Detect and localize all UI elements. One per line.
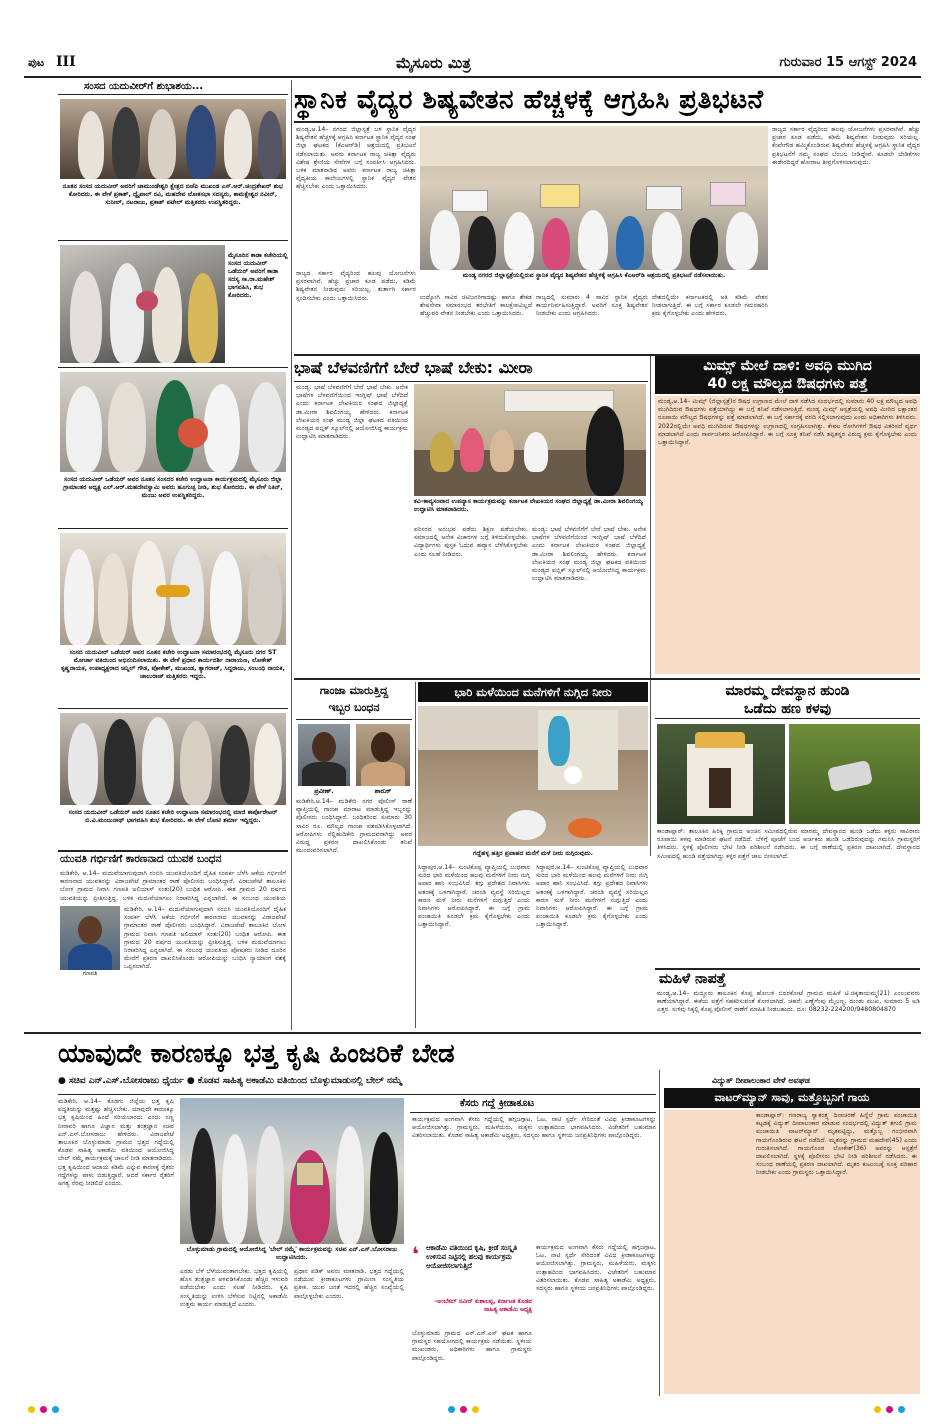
issue-date: ಗುರುವಾರ 15 ಆಗಸ್ಟ್ 2024 bbox=[779, 55, 917, 70]
ganja-accused-photo-1 bbox=[298, 724, 350, 786]
lead-right-text: ರಾಜ್ಯದ ಸರ್ಕಾರ ವೈದ್ಯರಿಂದ ಹಲವು ಯೋಜನೆಗಳು ಪ್ರಸರವಾಗಿವೆ. ಹೆಚ್ಚು ಪ್ರಚಾರ ಕೂಡ ಪಡೆದು, ಕಡಿಮೆ ಶಿಷ್ಯವೇತನ ನೀಡುವುದು ಸರಿಯಲ್ಲ. ಕೆಂಪೇಗೌಡ ಹಮ್ಮಿಕೊಂಡಿರುವ ಶಿಷ್ಯವೇತನ ಹೆಚ್ಚಳಕ್ಕೆ ಆಗ್ರಹಿಸಿ ಸ್ಥಾನಿಕ ವೈದ್ಯರ ಪ್ರತಿಭಟನೆಗೆ ನಮ್ಮ ಸಂಘದ ಬೆಂಬಲ ನೀಡಿದ್ದೇವೆ. ಕೂಡಲೇ ಬೇಡಿಕೆಗಳು ಈಡೇರದಿದ್ದರೆ ಹೋರಾಟ ತೀವ್ರಗೊಳಿಸಲಾಗುವುದು. bbox=[772, 126, 920, 166]
bhatta-quote-author: –ಅಂಬೆಕಲ್ ನವೀನ್ ಕುಶಾಲಪ್ಪ, ಕರ್ನಾಟಕ ಕೊಡವ ಸಾಹಿತ್ಯ ಅಕಾಡೆಮಿ ಅಧ್ಯಕ್ಷ bbox=[434, 1298, 532, 1313]
yuvati-body: ಮಡಿಕೇರಿ, ಆ.14– ಮದುವೆಯಾಗುವುದಾಗಿ ನಂಬಿಸಿ ಯುವತಿಯೊಂದಿಗೆ ದೈಹಿಕ ಸಂಪರ್ಕ ಬೆಳೆಸಿ ಆಕೆಯ ಗರ್ಭಿಣಿಗೆ ಕಾರಣನಾದ ಯುವಕನನ್ನು ವಿರಾಜಪೇಟೆ ಗ್ರಾಮಾಂತರ ಠಾಣೆ ಪೊಲೀಸರು ಬಂಧಿಸಿದ್ದಾರೆ. ವಿರಾಜಪೇಟೆ ತಾಲೂಕಿನ ಬೋಳ ಗ್ರಾಮದ ನಿವಾಸಿ ಗಣಪತಿ ಅಲಿಯಾಸ್ ಸಂತು(20) ಬಂಧಿತ ಆರೋಪಿ. ಈತ ಗ್ರಾಮದ 20 ವರ್ಷದ ಯುವತಿಯನ್ನು ಪ್ರೀತಿಸುತ್ತಿದ್ದ. ಬಳಿಕ ಮದುವೆಯಾಗಲು ನಿರಾಕರಿಸಿದ್ದ ಎನ್ನಲಾಗಿದೆ. ಈ ಸಂಬಂಧ ಯುವತಿಯ ಪೋಷಕರು ನೀಡಿದ ದೂರಿನ ಮೇರೆಗೆ ಪ್ರಕರಣ ದಾಖಲಿಸಿಕೊಂಡು ಆರೋಪಿಯನ್ನು ಬಂಧಿಸಿ ನ್ಯಾಯಾಂಗ ವಶಕ್ಕೆ ಒಪ್ಪಿಸಲಾಗಿದೆ. bbox=[124, 906, 286, 971]
bullet-icon: ● bbox=[186, 1076, 198, 1086]
congrats-caption-5: ಸಂಸದ ಯದುವೀರ್ ಒಡೆಯರ್ ಅವರ ನೂತನ ಕಚೇರಿ ಉದ್ಘಾಟನಾ ಸಮಾರಂಭದಲ್ಲಿ ಮಾಜಿ ಕಾರ್ಪೊರೇಟರ್ ಬಿ.ವಿ.ಮಂಜುನಾಥ್ ಭಾಗವಹಿಸಿ ಶುಭ ಕೋರಿದರು. ಈ ವೇಳೆ ಬೋಟಿ ಶರ್ಮಾ ಇದ್ದಿದ್ದರು. bbox=[68, 809, 278, 824]
paper-name: ಮೈಸೂರು ಮಿತ್ರ bbox=[396, 54, 471, 72]
congrats-caption-2: ಮೈಸೂರಿನ ಕಾಡಾ ಕಚೇರಿಯಲ್ಲಿ ಸಂಸದ ಯದುವೀರ್ ಒಡೆಯರ್ ಅವರಿಗೆ ಕಾಡಾ ಸದಸ್ಯ ಸಾ.ರಾ.ಮಹೇಶ್ ಭಾಗವಹಿಸಿ, ಶುಭ ಕೋರಿದರು. bbox=[228, 252, 288, 299]
registration-dot bbox=[40, 1406, 47, 1413]
divider bbox=[58, 1094, 656, 1095]
lead-headline: ಸ್ಥಾನಿಕ ವೈದ್ಯರ ಶಿಷ್ಯವೇತನ ಹೆಚ್ಚಳಕ್ಕೆ ಆಗ್ರಹಿಸಿ ಪ್ರತಿಭಟನೆ bbox=[294, 85, 764, 115]
registration-dot bbox=[898, 1406, 905, 1413]
ganja-name-1: ಪ್ರವೀಣ್. bbox=[314, 787, 334, 795]
bhatta-quote-text: ಆಕಾಡೆಮಿ ವತಿಯಿಂದ ಕೃಷಿ, ಕ್ರೀಡೆ ಸಂಸ್ಕೃತಿ ಉಳಿಸುವ ನಿಟ್ಟಿನಲ್ಲಿ ಹಲವು ಕಾರ್ಯಕ್ರಮ ಆಯೋಜಿಸಲಾಗುತ್ತಿದೆ bbox=[426, 1244, 518, 1270]
bhatta-caption: ಬೊಳ್ಳುಮಾಡು ಗ್ರಾಮದಲ್ಲಿ ಆಯೋಜಿಸಿದ್ದ 'ಬೇಲ್ ನಮ್ಮೆ' ಕಾರ್ಯಕ್ರಮವನ್ನು ಸಚಿವ ಎನ್.ಎಸ್.ಬೋಸರಾಜು ಉದ್ಘಾಟಿಸಿದರು. bbox=[186, 1246, 398, 1261]
mims-headline-line2: 40 ಲಕ್ಷ ಮೌಲ್ಯದ ಔಷಧಗಳು ಪತ್ತೆ bbox=[707, 376, 868, 392]
divider bbox=[58, 528, 288, 529]
registration-dot bbox=[52, 1406, 59, 1413]
divider bbox=[294, 678, 920, 680]
bhashe-body: ಮಂಡ್ಯ: ಭಾಷೆ ಬೆಳವಣಿಗೆಗೆ ಬೇರೆ ಭಾಷೆ ಬೇಕು. ಅನೇಕ ಭಾಷೆಗಳ ಬೆಳವಣಿಗೆಯಿಂದ ಇಂಗ್ಲಿಷ್ ಭಾಷೆ ಬೆಳೆದಿದೆ ಎಂದು ಕರ್ನಾಟಕ ಲೇಖಕಿಯರ ಸಂಘದ ಜಿಲ್ಲಾಧ್ಯಕ್ಷೆ ಡಾ.ಮೀರಾ ಶಿವಲಿಂಗಯ್ಯ ಹೇಳಿದರು. ಕರ್ನಾಟಕ ಲೇಖಕಿಯರ ಸಂಘ ಮಂಡ್ಯ ಜಿಲ್ಲಾ ಘಟಕದ ವತಿಯಿಂದ ಮಂಡ್ಯದ ಪಬ್ಲಿಕ್ ಸ್ಕೂಲ್‌ನಲ್ಲಿ ಆಯೋಜಿಸಿದ್ದ ಕಾರ್ಯಕ್ರಮ ಉದ್ಘಾಟಿಸಿ ಮಾತನಾಡಿದರು. bbox=[296, 384, 408, 441]
congrats-caption-1: ನೂತನ ಸಂಸದ ಯದುವೀರ್ ಅವರಿಗೆ ಚಾಮುಂಡೇಶ್ವರಿ ಕ್ಷೇತ್ರದ ಬಿಜೆಪಿ ಮುಖಂಡ ಎಸ್.ಆರ್.ಚಂದ್ರಶೇಖರ್ ಶುಭ ಕೋರಿದರು. ಈ ವೇಳೆ ಪ್ರಕಾಶ್, ದ್ವೈಪಾಲ್ ರವಿ, ಮಹದೇವ ಲೋಕಸಭಾ ಸದಸ್ಯರು, ಕಾಮಕ್ಷೇಶ್ವರ ನವೀನ್, ಸುನೀಲ್, ನಟರಾಜು, ಪ್ರಕಾಶ್ ಪಟೇಲ್ ಮತ್ತಿತರರು ಉಪಸ್ಥಿತರಿದ್ದರು. bbox=[62, 183, 284, 206]
bhatta-body-5: ಕಾರ್ಯಕ್ರಮದ ಅಂಗವಾಗಿ ಕೆಸರು ಗದ್ದೆಯಲ್ಲಿ ಹಗ್ಗಜಗ್ಗಾಟ, ಓಟ, ನಾಟಿ ಸ್ಪರ್ಧೆ ಸೇರಿದಂತೆ ವಿವಿಧ ಕ್ರೀಡಾಕೂಟಗಳನ್ನು ಆಯೋಜಿಸಲಾಗಿತ್ತು. ಗ್ರಾಮಸ್ಥರು, ಮಹಿಳೆಯರು, ಮಕ್ಕಳು ಉತ್ಸಾಹದಿಂದ ಭಾಗವಹಿಸಿದರು. ವಿಜೇತರಿಗೆ ಬಹುಮಾನ ವಿತರಿಸಲಾಯಿತು. ಕೊಡವ ಸಾಹಿತ್ಯ ಅಕಾಡೆಮಿ ಅಧ್ಯಕ್ಷರು, ಸದಸ್ಯರು ಹಾಗೂ ಸ್ಥಳೀಯ ಜನಪ್ರತಿನಿಧಿಗಳು ಪಾಲ್ಗೊಂಡಿದ್ದರು. bbox=[536, 1244, 656, 1293]
bhashe-caption: ಕವಿ-ಕಾವ್ಯಸಂವಾದ ಉಪನ್ಯಾಸ ಕಾರ್ಯಕ್ರಮವನ್ನು ಕರ್ನಾಟಕ ಲೇಖಕಿಯರ ಸಂಘದ ಜಿಲ್ಲಾಧ್ಯಕ್ಷೆ ಡಾ.ಮೀರಾ ಶಿವಲಿಂಗಯ್ಯ ಉದ್ಘಾಟಿಸಿ ಮಾತನಾಡಿದರು. bbox=[414, 498, 643, 513]
column-rule bbox=[659, 1070, 660, 1396]
yuvati-accused-photo bbox=[60, 906, 120, 978]
registration-dot bbox=[448, 1406, 455, 1413]
left-column-header: ಸಂಸದ ಯದುವೀರ್‌ಗೆ ಶುಭಾಶಯ... bbox=[84, 81, 204, 92]
column-rule bbox=[291, 80, 292, 1030]
waterman-headline: ವಾಟರ್‌ಮ್ಯಾನ್ ಸಾವು, ಮತ್ತೊಬ್ಬನಿಗೆ ಗಾಯ bbox=[664, 1088, 920, 1108]
yuvati-headline: ಯುವತಿ ಗರ್ಭಿಣಿಗೆ ಕಾರಣನಾದ ಯುವಕ ಬಂಧನ bbox=[60, 853, 222, 865]
mims-headline bbox=[655, 356, 920, 394]
bhatta-body-4: ಬೊಳ್ಳುಮಾಡು ಗ್ರಾಮದ ಎನ್.ಎಸ್.ಎಸ್ ಘಟಕ ಹಾಗೂ ಗ್ರಾಮಸ್ಥರ ಸಹಯೋಗದಲ್ಲಿ ಕಾರ್ಯಕ್ರಮ ನಡೆಯಿತು. ಸ್ಥಳೀಯ ಮುಖಂಡರು, ಅಧಿಕಾರಿಗಳು ಹಾಗೂ ಗ್ರಾಮಸ್ಥರು ಪಾಲ್ಗೊಂಡಿದ್ದರು. bbox=[412, 1330, 532, 1362]
divider bbox=[294, 381, 648, 382]
bhatta-headline: ಯಾವುದೇ ಕಾರಣಕ್ಕೂ ಭತ್ತ ಕೃಷಿ ಹಿಂಜರಿಕೆ ಬೇಡ bbox=[58, 1039, 455, 1069]
bhashe-headline: ಭಾಷೆ ಬೆಳವಣಿಗೆಗೆ ಬೇರೆ ಭಾಷೆ ಬೇಕು: ಮೀರಾ bbox=[294, 358, 533, 377]
maramma-body: ಕಾಂಡಾಪ್ಲಾರ್: ತಾಲೂಕಿನ ಹಿರಿಕ್ಕಿ ಗ್ರಾಮದ ಅಂಚಿನ ಸಮೀಪದಲ್ಲಿರುವ ಮಾರಮ್ಮ ದೇವಸ್ಥಾನದ ಹುಂಡಿ ಒಡೆದು ಕಳ್ಳರು ಸಾವಿರಾರು ರೂಪಾಯಿ ಕಳವು ಮಾಡಿರುವ ಘಟನೆ ನಡೆದಿದೆ. ಬೆಳಿಗ್ಗೆ ಪೂಜೆಗೆ ಬಂದ ಅರ್ಚಕರು ಹುಂಡಿ ಒಡೆದಿರುವುದನ್ನು ಗಮನಿಸಿ ಗ್ರಾಮಸ್ಥರಿಗೆ ತಿಳಿಸಿದರು. ಸ್ಥಳಕ್ಕೆ ಪೊಲೀಸರು ಭೇಟಿ ನೀಡಿ ಪರಿಶೀಲನೆ ನಡೆಸಿದರು. ಈ ಬಗ್ಗೆ ಠಾಣೆಯಲ್ಲಿ ಪ್ರಕರಣ ದಾಖಲಾಗಿದೆ. ದೇವಸ್ಥಾನದ ಸಮೀಪದಲ್ಲಿ ಹುಂಡಿ ಪತ್ತೆಯಾಗಿದ್ದು ಕಳ್ಳರ ಪತ್ತೆಗೆ ಜಾಲ ಬೀಸಲಾಗಿದೆ. bbox=[657, 828, 920, 860]
lead-body-2: ಉದ್ಯೋಗಿ ಸಾವಿರ ಚಿಟಿಜನರಿಗಾದಷ್ಟು ಹಾಗೂ ಶೇಕಡ ಶೇಷಸೇವಾ ಸಮಾರಂಭದ ತರಬೇತಿಗೆ ಕಾಲಕ್ಷೇಪವಿಲ್ಲದೆ ಹೆಚ್ಚುವರಿ ವೇತನ ನೀಡಬೇಕು ಎಂದು ಒತ್ತಾಯಿಸಿದರು. bbox=[420, 294, 532, 318]
mahile-body: ಮಂಡ್ಯ,ಆ.14– ಮದ್ದೂರು ತಾಲೂಕಿನ ಕೊಪ್ಪ ಹೋಬಳಿ ಬಿದರಕೋಟೆ ಗ್ರಾಮದ ಮಹಿಳೆ ಟಿ.ಚಿಕ್ಕತಾಯಮ್ಮ(21) ಎಂಬುವವರು ಕಾಣೆಯಾಗಿದ್ದಾರೆ. ಈಕೆಯ ಪತ್ತೆಗೆ ಸಹಕರಿಸುವಂತೆ ಕೋರಲಾಗಿದೆ. ಚಹರೆ: ಎಣ್ಣೆಗೆಂಪು ಮೈಬಣ್ಣ, ದುಂಡು ಮುಖ, ಸುಮಾರು 5 ಅಡಿ ಎತ್ತರ. ಸುಳಿವು ಸಿಕ್ಕಲ್ಲಿ ಕೊಪ್ಪ ಪೊಲೀಸ್ ಠಾಣೆಗೆ ಮಾಹಿತಿ ನೀಡಬಹುದು. ದೂ: 08232-224200/9480804870 bbox=[657, 990, 920, 1014]
lead-photo-caption: ಮಂಡ್ಯ ನಗರದ ಜಿಲ್ಲಾಸ್ಪತ್ರೆಯಲ್ಲಿರುವ ಸ್ಥಾನಿಕ ವೈದ್ಯರ ಶಿಷ್ಯವೇತನ ಹೆಚ್ಚಳಕ್ಕೆ ಆಗ್ರಹಿಸಿ ಕೆಎಆರ್‌ಡಿ ಆಶ್ರಯದಲ್ಲಿ ಪ್ರತಿಭಟನೆ ನಡೆಸಲಾಯಿತು. bbox=[462, 272, 726, 279]
maramma-headline-line2: ಒಡೆದು ಹಣ ಕಳವು bbox=[743, 701, 832, 717]
yuvati-body-top: ಮಡಿಕೇರಿ, ಆ.14– ಮದುವೆಯಾಗುವುದಾಗಿ ನಂಬಿಸಿ ಯುವತಿಯೊಂದಿಗೆ ದೈಹಿಕ ಸಂಪರ್ಕ ಬೆಳೆಸಿ ಆಕೆಯ ಗರ್ಭಿಣಿಗೆ ಕಾರಣನಾದ ಯುವಕನನ್ನು ವಿರಾಜಪೇಟೆ ಗ್ರಾಮಾಂತರ ಠಾಣೆ ಪೊಲೀಸರು ಬಂಧಿಸಿದ್ದಾರೆ. ವಿರಾಜಪೇಟೆ ತಾಲೂಕಿನ ಬೋಳ ಗ್ರಾಮದ ನಿವಾಸಿ ಗಣಪತಿ ಅಲಿಯಾಸ್ ಸಂತು(20) ಬಂಧಿತ ಆರೋಪಿ. ಈತ ಗ್ರಾಮದ 20 ವರ್ಷದ ಯುವತಿಯನ್ನು ಪ್ರೀತಿಸುತ್ತಿದ್ದ. ಬಳಿಕ ಮದುವೆಯಾಗಲು ನಿರಾಕರಿಸಿದ್ದ ಎನ್ನಲಾಗಿದೆ. ಈ ಸಂಬಂಧ ಯುವತಿಯ bbox=[60, 870, 286, 902]
bhatta-body-3: ಪ್ರಧಾನ ಪಡಿಕ್ ಅವರು ಮಾತನಾಡಿ, ಭತ್ತದ ಗದ್ದೆಯಲ್ಲಿ ನಡೆಯುವ ಕ್ರೀಡಾಕೂಟಗಳು ಗ್ರಾಮೀಣ ಸಂಸ್ಕೃತಿಯ ಪ್ರತೀಕ. ಯುವ ಜನತೆ ಇದರಲ್ಲಿ ಹೆಚ್ಚಿನ ಸಂಖ್ಯೆಯಲ್ಲಿ ಪಾಲ್ಗೊಳ್ಳಬೇಕು ಎಂದರು. bbox=[294, 1268, 404, 1300]
ganja-accused-photo-2 bbox=[356, 724, 410, 786]
quote-icon: ❛ bbox=[412, 1242, 419, 1266]
congrats-caption-3: ಸಂಸದ ಯದುವೀರ್ ಒಡೆಯರ್ ಅವರ ನೂತನ ಸಂಸದರ ಕಚೇರಿ ಉದ್ಘಾಟನಾ ಕಾರ್ಯಕ್ರಮದಲ್ಲಿ ಮೈಸೂರು ಜಿಲ್ಲಾ ಗ್ರಾಮಾಂತರ ಅಧ್ಯಕ್ಷ ಎಲ್.ಆರ್.ಮಹದೇವಸ್ವಾಮಿ ಅವರು ಹೂಗುಚ್ಛ ನೀಡಿ, ಶುಭ ಕೋರಿದರು. ಈ ವೇಳೆ ನಿತಿನ್, ಮಂಜು ಅವರ ಉಪಸ್ಥಿತರಿದ್ದರು. bbox=[63, 476, 283, 499]
bhatta-quote bbox=[412, 1244, 532, 1328]
column-rule bbox=[650, 356, 651, 856]
mims-headline-line1: ಮಿಮ್ಸ್ ಮೇಲೆ ದಾಳಿ: ಅವಧಿ ಮುಗಿದ bbox=[703, 358, 872, 374]
bhatta-sub-2: ಕೊಡವ ಸಾಹಿತ್ಯ ಅಕಾಡೆಮಿ ವತಿಯಿಂದ ಬೊಳ್ಳುಮಾಡುನಲ್ಲಿ ಬೇಲ್ ನಮ್ಮೆ bbox=[197, 1076, 403, 1086]
rain-body: ಸಿದ್ದಾಪುರ,ಆ.14– ಸುಂಟಿಕೊಪ್ಪ ವ್ಯಾಪ್ತಿಯಲ್ಲಿ ಬುಧವಾರ ಸುರಿದ ಭಾರಿ ಮಳೆಯಿಂದ ಹಲವು ಮನೆಗಳಿಗೆ ನೀರು ನುಗ್ಗಿ ಅಪಾರ ಹಾನಿ ಸಂಭವಿಸಿದೆ. ತಗ್ಗು ಪ್ರದೇಶದ ನಿವಾಸಿಗಳು ಆತಂಕಕ್ಕೆ ಒಳಗಾಗಿದ್ದಾರೆ. ಚರಂಡಿ ವ್ಯವಸ್ಥೆ ಸರಿಯಿಲ್ಲದ ಕಾರಣ ಮಳೆ ನೀರು ಮನೆಗಳಿಗೆ ನುಗ್ಗುತ್ತಿದೆ ಎಂದು ನಿವಾಸಿಗಳು ಆರೋಪಿಸಿದ್ದಾರೆ. ಈ ಬಗ್ಗೆ ಗ್ರಾಮ ಪಂಚಾಯಿತಿ ಕೂಡಲೇ ಕ್ರಮ ಕೈಗೊಳ್ಳಬೇಕು ಎಂದು ಒತ್ತಾಯಿಸಿದ್ದಾರೆ. bbox=[418, 864, 530, 929]
bhashe-body-2: ಪರಿಸರದ ಅನುಭವ ಪಡೆದು ಶಿಕ್ಷಣ ಪಡೆಯಬೇಕು. ಸಮಾಜದಲ್ಲಿ ಅನೇಕ ವಿಚಾರಗಳ ಬಗ್ಗೆ ತಿಳಿದುಕೊಳ್ಳಬೇಕು. ವಿದ್ಯಾರ್ಥಿಗಳು ಪುಸ್ತಕ ಓದುವ ಹವ್ಯಾಸ ಬೆಳೆಸಿಕೊಳ್ಳಬೇಕು ಎಂದು ಸಲಹೆ ನೀಡಿದರು. bbox=[414, 526, 528, 558]
ganja-body: ಮಡಿಕೇರಿ,ಆ.14– ಮಡಿಕೇರಿ ನಗರ ಪೊಲೀಸ್ ಠಾಣೆ ವ್ಯಾಪ್ತಿಯಲ್ಲಿ ಗಾಂಜಾ ಮಾರಾಟ ಮಾಡುತ್ತಿದ್ದ ಇಬ್ಬರನ್ನು ಪೊಲೀಸರು ಬಂಧಿಸಿದ್ದಾರೆ. ಬಂಧಿತರಿಂದ ಸುಮಾರು 30 ಸಾವಿರ ರೂ. ಮೌಲ್ಯದ ಗಾಂಜಾ ವಶಪಡಿಸಿಕೊಳ್ಳಲಾಗಿದೆ. ಆರೋಪಿಗಳು ನೆಲ್ಲಿಹುದಿಕೇರಿ ಗ್ರಾಮದವರಾಗಿದ್ದು ಅವರ ವಿರುದ್ಧ ಪ್ರಕರಣ ದಾಖಲಿಸಿಕೊಂಡು ತನಿಖೆ ಮುಂದುವರಿಸಲಾಗಿದೆ. bbox=[296, 798, 412, 855]
divider bbox=[58, 850, 288, 852]
divider bbox=[294, 121, 920, 123]
lead-body-4: ದೇಶದಲ್ಲಿಯೇ ಕರ್ನಾಟಕದಲ್ಲಿ ಅತಿ ಕಡಿಮೆ ವೇತನ ನೀಡಲಾಗುತ್ತಿದೆ. ಈ ಬಗ್ಗೆ ಸರ್ಕಾರ ಕೂಡಲೇ ಗಮನಹರಿಸಿ ಕ್ರಮ ಕೈಗೊಳ್ಳಬೇಕು ಎಂದು ಹೇಳಿದರು. bbox=[652, 294, 768, 318]
bhatta-subheads bbox=[58, 1076, 656, 1092]
divider bbox=[58, 708, 288, 709]
page-number: III bbox=[56, 54, 76, 70]
bhatta-event-photo bbox=[180, 1098, 404, 1244]
bhatta-box-body: ಕಾರ್ಯಕ್ರಮದ ಅಂಗವಾಗಿ ಕೆಸರು ಗದ್ದೆಯಲ್ಲಿ ಹಗ್ಗಜಗ್ಗಾಟ, ಓಟ, ನಾಟಿ ಸ್ಪರ್ಧೆ ಸೇರಿದಂತೆ ವಿವಿಧ ಕ್ರೀಡಾಕೂಟಗಳನ್ನು ಆಯೋಜಿಸಲಾಗಿತ್ತು. ಗ್ರಾಮಸ್ಥರು, ಮಹಿಳೆಯರು, ಮಕ್ಕಳು ಉತ್ಸಾಹದಿಂದ ಭಾಗವಹಿಸಿದರು. ವಿಜೇತರಿಗೆ ಬಹುಮಾನ ವಿತರಿಸಲಾಯಿತು. ಕೊಡವ ಸಾಹಿತ್ಯ ಅಕಾಡೆಮಿ ಅಧ್ಯಕ್ಷರು, ಸದಸ್ಯರು ಹಾಗೂ ಸ್ಥಳೀಯ ಜನಪ್ರತಿನಿಧಿಗಳು ಪಾಲ್ಗೊಂಡಿದ್ದರು. bbox=[412, 1116, 656, 1140]
maramma-temple-photo bbox=[657, 724, 785, 824]
registration-dot bbox=[874, 1406, 881, 1413]
bhatta-sub-1: ಸಚಿವ ಎನ್.ಎಸ್.ಬೋಸರಾಜು ಧೈರ್ಯ bbox=[69, 1076, 184, 1086]
column-rule bbox=[415, 682, 416, 1028]
rain-body-2: ಸಿದ್ದಾಪುರ,ಆ.14– ಸುಂಟಿಕೊಪ್ಪ ವ್ಯಾಪ್ತಿಯಲ್ಲಿ ಬುಧವಾರ ಸುರಿದ ಭಾರಿ ಮಳೆಯಿಂದ ಹಲವು ಮನೆಗಳಿಗೆ ನೀರು ನುಗ್ಗಿ ಅಪಾರ ಹಾನಿ ಸಂಭವಿಸಿದೆ. ತಗ್ಗು ಪ್ರದೇಶದ ನಿವಾಸಿಗಳು ಆತಂಕಕ್ಕೆ ಒಳಗಾಗಿದ್ದಾರೆ. ಚರಂಡಿ ವ್ಯವಸ್ಥೆ ಸರಿಯಿಲ್ಲದ ಕಾರಣ ಮಳೆ ನೀರು ಮನೆಗಳಿಗೆ ನುಗ್ಗುತ್ತಿದೆ ಎಂದು ನಿವಾಸಿಗಳು ಆರೋಪಿಸಿದ್ದಾರೆ. ಈ ಬಗ್ಗೆ ಗ್ರಾಮ ಪಂಚಾಯಿತಿ ಕೂಡಲೇ ಕ್ರಮ ಕೈಗೊಳ್ಳಬೇಕು ಎಂದು ಒತ್ತಾಯಿಸಿದ್ದಾರೆ. bbox=[536, 864, 648, 929]
lead-protest-photo bbox=[420, 126, 768, 270]
maramma-hundi-photo bbox=[789, 724, 920, 824]
ganja-headline-line1: ಗಾಂಜಾ ಮಾರುತ್ತಿದ್ದ bbox=[319, 684, 389, 697]
bhatta-body-1: ಮಡಿಕೇರಿ, ಆ.14– ಕೊಡಗು ಜಿಲ್ಲೆಯ ಭತ್ತ ಕೃಷಿ ಪದ್ಧತಿಯನ್ನು ಮತ್ತಷ್ಟು ಹೆಚ್ಚಿಸಬೇಕು. ಯಾವುದೇ ಕಾರಣಕ್ಕೂ ಭತ್ತ ಕೃಷಿಯಿಂದ ಹಿಂದೆ ಸರಿಯಬಾರದು ಎಂದು ಸಣ್ಣ ನೀರಾವರಿ ಹಾಗೂ ವಿಜ್ಞಾನ ಮತ್ತು ತಂತ್ರಜ್ಞಾನ ಸಚಿವ ಎನ್.ಎಸ್.ಬೋಸರಾಜು ಹೇಳಿದರು. ವಿರಾಜಪೇಟೆ ತಾಲೂಕಿನ ಬೊಳ್ಳುಮಾಡು ಗ್ರಾಮದ ಭತ್ತದ ಗದ್ದೆಯಲ್ಲಿ ಕೊಡವ ಸಾಹಿತ್ಯ ಅಕಾಡೆಮಿ ವತಿಯಿಂದ ಆಯೋಜಿಸಿದ್ದ ಬೇಲ್ ನಮ್ಮೆ ಕಾರ್ಯಕ್ರಮಕ್ಕೆ ಚಾಲನೆ ನೀಡಿ ಮಾತನಾಡಿದರು. ಭತ್ತ ಕೃಷಿಯಿಂದ ಆದಾಯ ಕಡಿಮೆ ಎನ್ನುವ ಕಾರಣಕ್ಕೆ ರೈತರು ಗದ್ದೆಗಳನ್ನು ಪಾಳು ಬಿಡುತ್ತಿದ್ದಾರೆ. ಆದರೆ ಸರ್ಕಾರ ರೈತರಿಗೆ ಅಗತ್ಯ ನೆರವು ನೀಡಲಿದೆ ಎಂದರು. bbox=[58, 1098, 174, 1188]
congrats-photo-2 bbox=[60, 245, 225, 363]
divider bbox=[58, 240, 288, 241]
congrats-photo-5 bbox=[60, 713, 286, 805]
divider bbox=[58, 94, 288, 95]
maramma-headline bbox=[655, 682, 920, 719]
masthead bbox=[24, 52, 921, 76]
rain-flood-photo bbox=[418, 706, 648, 846]
waterman-tag: ವಿದ್ಯುತ್ ದೀಪಾಲಂಕಾರ ವೇಳೆ ಅವಘಡ bbox=[712, 1076, 810, 1085]
ganja-name-2: ಶಾರುಕ್ bbox=[374, 787, 392, 795]
bhatta-box-title: ಕೆಸರು ಗದ್ದೆ ಕ್ರೀಡಾಕೂಟ bbox=[460, 1098, 535, 1109]
registration-dot bbox=[472, 1406, 479, 1413]
lead-body-3: ರಾಜ್ಯದಲ್ಲಿ ಸುಮಾರು 4 ಸಾವಿರ ಸ್ಥಾನಿಕ ವೈದ್ಯರು ಕಾರ್ಯನಿರ್ವಹಿಸುತ್ತಿದ್ದಾರೆ. ಅವರಿಗೆ ಸೂಕ್ತ ಶಿಷ್ಯವೇತನ ನೀಡಬೇಕು ಎಂದು ಆಗ್ರಹಿಸಿದರು. bbox=[536, 294, 648, 318]
congrats-photo-3 bbox=[60, 372, 286, 472]
ganja-headline-line2: ಇಬ್ಬರ ಬಂಧನ bbox=[328, 701, 380, 714]
bhatta-body-2: ಎರಡು ಬೆಳೆ ಬೆಳೆಯುವಂತಾಗಬೇಕು. ಭತ್ತದ ಕೃಷಿಯಲ್ಲಿ ಹೊಸ ತಂತ್ರಜ್ಞಾನ ಅಳವಡಿಸಿಕೊಂಡು ಹೆಚ್ಚಿನ ಇಳುವರಿ ಪಡೆಯಬೇಕು ಎಂದು ಸಲಹೆ ನೀಡಿದರು. ಕೃಷಿ ಸಂಸ್ಕೃತಿಯನ್ನು ಉಳಿಸಿ ಬೆಳೆಸುವ ನಿಟ್ಟಿನಲ್ಲಿ ಅಕಾಡೆಮಿ ಉತ್ತಮ ಕಾರ್ಯ ಮಾಡುತ್ತಿದೆ ಎಂದರು. bbox=[180, 1268, 288, 1308]
masthead-rule bbox=[24, 76, 921, 78]
registration-dot bbox=[28, 1406, 35, 1413]
lead-body-1: ಮಂಡ್ಯ,ಆ.14– ನಗರದ ಜಿಲ್ಲಾಸ್ಪತ್ರೆ ಬಳಿ ಸ್ಥಾನಿಕ ವೈದ್ಯರ ಶಿಷ್ಯವೇತನ ಹೆಚ್ಚಳಕ್ಕೆ ಆಗ್ರಹಿಸಿ ಕರ್ನಾಟಕ ಸ್ಥಾನಿಕ ವೈದ್ಯರ ಸಂಘ ಜಿಲ್ಲಾ ಘಟಕದ (ಕೆಎಆರ್‌ಡಿ) ಆಶ್ರಯದಲ್ಲಿ ಪ್ರತಿಭಟನೆ ನಡೆಸಲಾಯಿತು. ಅವರು ಕರ್ನಾಟಕ ರಾಜ್ಯ ಚಿಕಿತ್ಸಾ ವೈದ್ಯರು ವಿಶೇಷ ಶ್ರೇಣಿಯ ಸೇವೆಗಳ ಬಗ್ಗೆ ಸಂಪರ್ಕಿಸಿ ಆಗ್ರಹಿಸಿದರು. ಬಳಿಕ ಮಾತನಾಡಿದ ಅವರು ಕರ್ನಾಟಕ ರಾಜ್ಯ ಚಿಕಿತ್ಸಾ ವೈದ್ಯಕೀಯ ಕಾಲೇಜುಗಳಲ್ಲಿ ಸ್ಥಾನಿಕ ವೈದ್ಯರ ವೇತನ ಹೆಚ್ಚಿಸಬೇಕು ಎಂದು ಒತ್ತಾಯಿಸಿದರು. bbox=[296, 126, 416, 191]
registration-dot bbox=[460, 1406, 467, 1413]
bullet-icon: ● bbox=[58, 1076, 69, 1086]
ganja-headline bbox=[296, 682, 412, 720]
maramma-headline-line1: ಮಾರಮ್ಮ ದೇವಸ್ಥಾನ ಹುಂಡಿ bbox=[725, 683, 850, 699]
bhashe-event-photo bbox=[414, 384, 646, 496]
mahile-headline: ಮಹಿಳೆ ನಾಪತ್ತೆ bbox=[659, 971, 726, 987]
congrats-caption-4: ಸಂಸದ ಯದುವೀರ್ ಒಡೆಯರ್ ಅವರ ನೂತನ ಕಚೇರಿ ಉದ್ಘಾಟನಾ ಸಮಾರಂಭದಲ್ಲಿ ಮೈಸೂರು ನಗರ ST ಮೋರ್ಚಾ ವತಿಯಿಂದ ಅಭಿನಂದಿಸಲಾಯಿತು. ಈ ವೇಳೆ ಪ್ರಧಾನ ಕಾರ್ಯದರ್ಶಿ ನಾರಾಯಣ, ಲೋಕೇಶ್ ಕೃಷ್ಣನಾಯಕ, ಉಪಾಧ್ಯಕ್ಷರಾದ ಚಿನ್ನಿಲ್ ಗೌಡ, ಪೋಕೇಶ್, ಮುಖಂಡ, ತ್ಯಾಗರಾಜ್, ಸಿದ್ದರಾಜು, ಸಂಬಂಧಿ ನಾಯಕ, ಚಾಲುರಾಜ್ ಮತ್ತಿತರರು ಇದ್ದರು. bbox=[61, 649, 285, 680]
divider bbox=[58, 367, 288, 368]
rain-caption: ಗದ್ದೆಹಳ್ಳ ಹತ್ತಿರ ಪ್ರವಾಹದ ಮನೆಗೆ ಮಳೆ ನೀರು ನುಗ್ಗಿರುವುದು. bbox=[472, 850, 594, 857]
rain-headline: ಭಾರಿ ಮಳೆಯಿಂದ ಮನೆಗಳಿಗೆ ನುಗ್ಗಿದ ನೀರು bbox=[418, 682, 648, 702]
yuvati-photo-label: ಗಣಪತಿ bbox=[60, 970, 120, 978]
congrats-photo-4 bbox=[60, 533, 286, 645]
page-label: ಪುಟ bbox=[28, 56, 45, 69]
mims-body: ಮಂಡ್ಯ,ಆ.14– ಮಿಮ್ಸ್ (ಜಿಲ್ಲಾಸ್ಪತ್ರೆ)ನ ಔಷಧ ಉಗ್ರಾಣದ ಮೇಲೆ ದಾಳಿ ನಡೆಸಿದ ಸಂದರ್ಭದಲ್ಲಿ ಸುಮಾರು 40 ಲಕ್ಷ ಮೌಲ್ಯದ ಅವಧಿ ಮುಗಿದಿರುವ ಔಷಧಗಳು ಪತ್ತೆಯಾಗಿದ್ದು ಈ ಬಗ್ಗೆ ತನಿಖೆ ನಡೆಸಲಾಗುತ್ತಿದೆ. ಮಂಡ್ಯ ಮಿಮ್ಸ್ ಆಸ್ಪತ್ರೆಯಲ್ಲಿ ಅವಧಿ ಮೀರಿದ ಲಕ್ಷಾಂತರ ರೂಪಾಯಿ ಮೌಲ್ಯದ ಔಷಧಗಳನ್ನು ಪತ್ತೆ ಮಾಡಲಾಗಿದೆ. ಈ ಬಗ್ಗೆ ಸರ್ಕಾರಕ್ಕೆ ವರದಿ ಸಲ್ಲಿಸಲಾಗುವುದು ಎಂದು ಅಧಿಕಾರಿಗಳು ತಿಳಿಸಿದರು. 2022ರಲ್ಲಿಯೇ ಅವಧಿ ಮುಗಿದಿರುವ ಔಷಧಗಳನ್ನು ಉಗ್ರಾಣದಲ್ಲಿ ಸಂಗ್ರಹಿಸಲಾಗಿತ್ತು. ಕೇವಲ ರೋಗಿಗಳಿಗೆ ಔಷಧ ವಿತರಿಸದೆ ವ್ಯರ್ಥ ಮಾಡಲಾಗಿದೆ ಎಂದು ಸಾರ್ವಜನಿಕರು ಆರೋಪಿಸಿದ್ದಾರೆ. ಈ ಬಗ್ಗೆ ಸೂಕ್ತ ತನಿಖೆ ನಡೆಸಿ ತಪ್ಪಿತಸ್ಥರ ವಿರುದ್ಧ ಕ್ರಮ ಕೈಗೊಳ್ಳಬೇಕು ಎಂದು ಒತ್ತಾಯಿಸಿದ್ದಾರೆ. bbox=[655, 396, 920, 674]
lead-body-5: ರಾಜ್ಯದ ಸರ್ಕಾರ ವೈದ್ಯರಿಂದ ಹಲವು ಯೋಜನೆಗಳು ಪ್ರಸರವಾಗಿವೆ. ಹೆಚ್ಚು ಪ್ರಚಾರ ಕೂಡ ಪಡೆದು, ಕಡಿಮೆ ಶಿಷ್ಯವೇತನ ನೀಡುವುದು ಸರಿಯಲ್ಲ. ತುರ್ತಾಗಿ ಸರ್ಕಾರ ಸ್ಪಂದಿಸಬೇಕು ಎಂದು ಒತ್ತಾಯಿಸಿದರು. bbox=[296, 270, 416, 302]
bhashe-body-3: ಮಂಡ್ಯ: ಭಾಷೆ ಬೆಳವಣಿಗೆಗೆ ಬೇರೆ ಭಾಷೆ ಬೇಕು. ಅನೇಕ ಭಾಷೆಗಳ ಬೆಳವಣಿಗೆಯಿಂದ ಇಂಗ್ಲಿಷ್ ಭಾಷೆ ಬೆಳೆದಿದೆ ಎಂದು ಕರ್ನಾಟಕ ಲೇಖಕಿಯರ ಸಂಘದ ಜಿಲ್ಲಾಧ್ಯಕ್ಷೆ ಡಾ.ಮೀರಾ ಶಿವಲಿಂಗಯ್ಯ ಹೇಳಿದರು. ಕರ್ನಾಟಕ ಲೇಖಕಿಯರ ಸಂಘ ಮಂಡ್ಯ ಜಿಲ್ಲಾ ಘಟಕದ ವತಿಯಿಂದ ಮಂಡ್ಯದ ಪಬ್ಲಿಕ್ ಸ್ಕೂಲ್‌ನಲ್ಲಿ ಆಯೋಜಿಸಿದ್ದ ಕಾರ್ಯಕ್ರಮ ಉದ್ಘಾಟಿಸಿ ಮಾತನಾಡಿದರು. bbox=[532, 526, 646, 583]
congrats-photo-1 bbox=[60, 99, 286, 179]
divider bbox=[410, 1112, 656, 1113]
waterman-body: ಕಾಂಡಾಪ್ಲಾರ್: ಗಣರಾಜ್ಯ ಸ್ವಾತಂತ್ರ್ಯ ದಿನಾಚರಣೆ ಹಿನ್ನೆಲೆ ಗ್ರಾಮ ಪಂಚಾಯಿತಿ ಕಟ್ಟಡಕ್ಕೆ ವಿದ್ಯುತ್ ದೀಪಾಲಂಕಾರ ಮಾಡುವ ಸಂದರ್ಭದಲ್ಲಿ ವಿದ್ಯುತ್ ತಗುಲಿ ಗ್ರಾಮ ಪಂಚಾಯಿತಿ ವಾಟರ್‌ಮ್ಯಾನ್ ಮೃತಪಟ್ಟಿದ್ದು, ಮತ್ತೊಬ್ಬ ಗಂಭೀರವಾಗಿ ಗಾಯಗೊಂಡಿರುವ ಘಟನೆ ನಡೆದಿದೆ. ಮೃತರನ್ನು ಗ್ರಾಮದ ಮಹದೇವ(45) ಎಂದು ಗುರುತಿಸಲಾಗಿದೆ. ಗಾಯಗೊಂಡ ಲೋಕೇಶ್(36) ಅವರನ್ನು ಆಸ್ಪತ್ರೆಗೆ ದಾಖಲಿಸಲಾಗಿದೆ. ಸ್ಥಳಕ್ಕೆ ಪೊಲೀಸರು ಭೇಟಿ ನೀಡಿ ಪರಿಶೀಲನೆ ನಡೆಸಿದರು. ಈ ಸಂಬಂಧ ಠಾಣೆಯಲ್ಲಿ ಪ್ರಕರಣ ದಾಖಲಾಗಿದೆ. ಮೃತರ ಕುಟುಂಬಕ್ಕೆ ಸೂಕ್ತ ಪರಿಹಾರ ನೀಡಬೇಕು ಎಂದು ಗ್ರಾಮಸ್ಥರು ಒತ್ತಾಯಿಸಿದ್ದಾರೆ. bbox=[664, 1110, 920, 1394]
registration-dot bbox=[886, 1406, 893, 1413]
